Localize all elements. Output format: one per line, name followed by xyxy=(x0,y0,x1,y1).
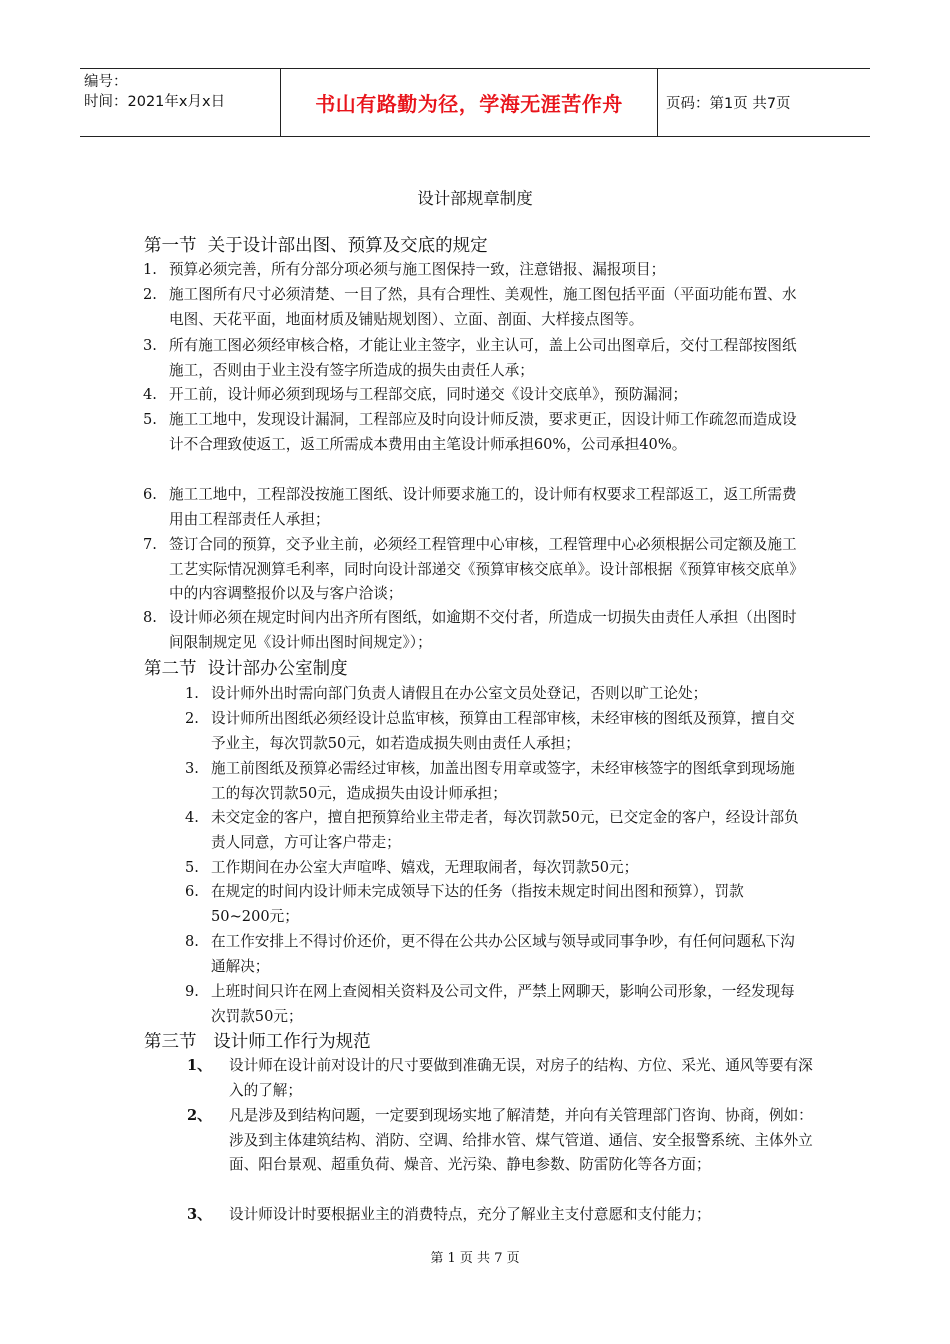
document-title: 设计部规章制度 xyxy=(417,189,533,208)
item-text: 施工图所有尺寸必须清楚、一目了然，具有合理性、美观性，施工图包括平面（平面功能布置、水电图、天花平面，地面材质及铺贴规划图）、立面、剖面、大样接点图等。 xyxy=(169,286,797,328)
item-text: 所有施工图必须经审核合格，才能让业主签字，业主认可，盖上公司出图章后，交付工程部按图纸施工，否则由于业主没有签字所造成的损失由责任人承； xyxy=(169,337,797,379)
item-number: 7. xyxy=(143,536,157,553)
item-number: 1. xyxy=(143,261,157,278)
item-number: 2. xyxy=(143,286,157,303)
item-text: 设计师外出时需向部门负责人请假且在办公室文员处登记，否则以旷工论处； xyxy=(211,685,708,702)
item-number: 1、 xyxy=(187,1057,212,1074)
item-text: 未交定金的客户，擅自把预算给业主带走者，每次罚款50元，已交定金的客户，经设计部负责人同意，方可让客户带走； xyxy=(211,809,799,851)
item-number: 1. xyxy=(185,685,199,702)
item-text: 上班时间只许在网上查阅相关资料及公司文件，严禁上网聊天，影响公司形象，一经发现每次罚款50元； xyxy=(211,983,795,1025)
item-number: 2、 xyxy=(187,1107,212,1124)
item-number: 6. xyxy=(185,883,199,900)
item-text: 预算必须完善，所有分部分项必须与施工图保持一致，注意错报、漏报项目； xyxy=(169,261,666,278)
item-number: 2. xyxy=(185,710,199,727)
item-number: 8. xyxy=(185,933,199,950)
item-text: 工作期间在办公室大声喧哗、嬉戏，无理取闹者，每次罚款50元； xyxy=(211,859,639,876)
item-number: 4. xyxy=(185,809,199,826)
item-text: 设计师必须在规定时间内出齐所有图纸，如逾期不交付者，所造成一切损失由责任人承担（出图时间限制规定见《设计师出图时间规定》）； xyxy=(169,609,797,651)
item-number: 3、 xyxy=(187,1206,212,1223)
header-meta xyxy=(80,69,280,136)
section-heading: 第二节 设计部办公室制度 xyxy=(144,659,348,679)
item-text: 施工工地中，发现设计漏洞，工程部应及时向设计师反溃，要求更正，因设计师工作疏忽而造成设计不合理致使返工，返工所需成本费用由主笔设计师承担60%，公司承担40%。 xyxy=(169,411,797,453)
page-header xyxy=(80,68,870,137)
item-text: 签订合同的预算，交予业主前，必须经工程管理中心审核，工程管理中心必须根据公司定额及施工工艺实际情况测算毛利率，同时向设计部递交《预算审核交底单》。设计部根据《预算审核交底单》中的内容调整报价以及与客户洽谈； xyxy=(169,536,804,602)
item-text: 凡是涉及到结构问题，一定要到现场实地了解清楚，并向有关管理部门咨询、协商，例如：涉及到主体建筑结构、消防、空调、给排水管、煤气管道、通信、安全报警系统、主体外立面、阳台景观、超重负荷、燥音、光污染、静电参数、防雷防化等各方面； xyxy=(229,1107,813,1173)
item-number: 4. xyxy=(143,386,157,403)
item-number: 5. xyxy=(143,411,157,428)
page-footer: 第 1 页 共 7 页 xyxy=(430,1251,520,1266)
section-heading: 第一节 关于设计部出图、预算及交底的规定 xyxy=(144,236,488,256)
item-text: 在规定的时间内设计师未完成领导下达的任务（指按未规定时间出图和预算），罚款50~200元； xyxy=(211,883,744,925)
item-text: 设计师设计时要根据业主的消费特点，充分了解业主支付意愿和支付能力； xyxy=(229,1206,711,1223)
item-number: 5. xyxy=(185,859,199,876)
item-text: 开工前，设计师必须到现场与工程部交底，同时递交《设计交底单》，预防漏洞； xyxy=(169,386,688,403)
item-text: 施工工地中，工程部没按施工图纸、设计师要求施工的，设计师有权要求工程部返工，返工所需费用由工程部责任人承担； xyxy=(169,486,797,528)
item-number: 3. xyxy=(143,337,157,354)
item-text: 施工前图纸及预算必需经过审核，加盖出图专用章或签字，未经审核签字的图纸拿到现场施工的每次罚款50元，造成损失由设计师承担； xyxy=(211,760,795,802)
document-number-label: 编号： xyxy=(84,74,128,90)
item-number: 6. xyxy=(143,486,157,503)
section-heading: 第三节 设计师工作行为规范 xyxy=(144,1032,371,1052)
item-number: 8. xyxy=(143,609,157,626)
item-text: 在工作安排上不得讨价还价，更不得在公共办公区域与领导或同事争吵，有任何问题私下沟通解决； xyxy=(211,933,795,975)
header-page-info: 页码：第1页 共7页 xyxy=(666,96,791,112)
item-number: 9. xyxy=(185,983,199,1000)
item-text: 设计师在设计前对设计的尺寸要做到准确无误，对房子的结构、方位、采光、通风等要有深入的了解； xyxy=(229,1057,813,1099)
item-text: 设计师所出图纸必须经设计总监审核，预算由工程部审核，未经审核的图纸及预算，擅自交予业主，每次罚款50元，如若造成损失则由责任人承担； xyxy=(211,710,795,752)
item-number: 3. xyxy=(185,760,199,777)
document-date: 时间：2021年x月x日 xyxy=(84,94,226,110)
header-motto: 书山有路勤为径，学海无涯苦作舟 xyxy=(280,69,658,136)
